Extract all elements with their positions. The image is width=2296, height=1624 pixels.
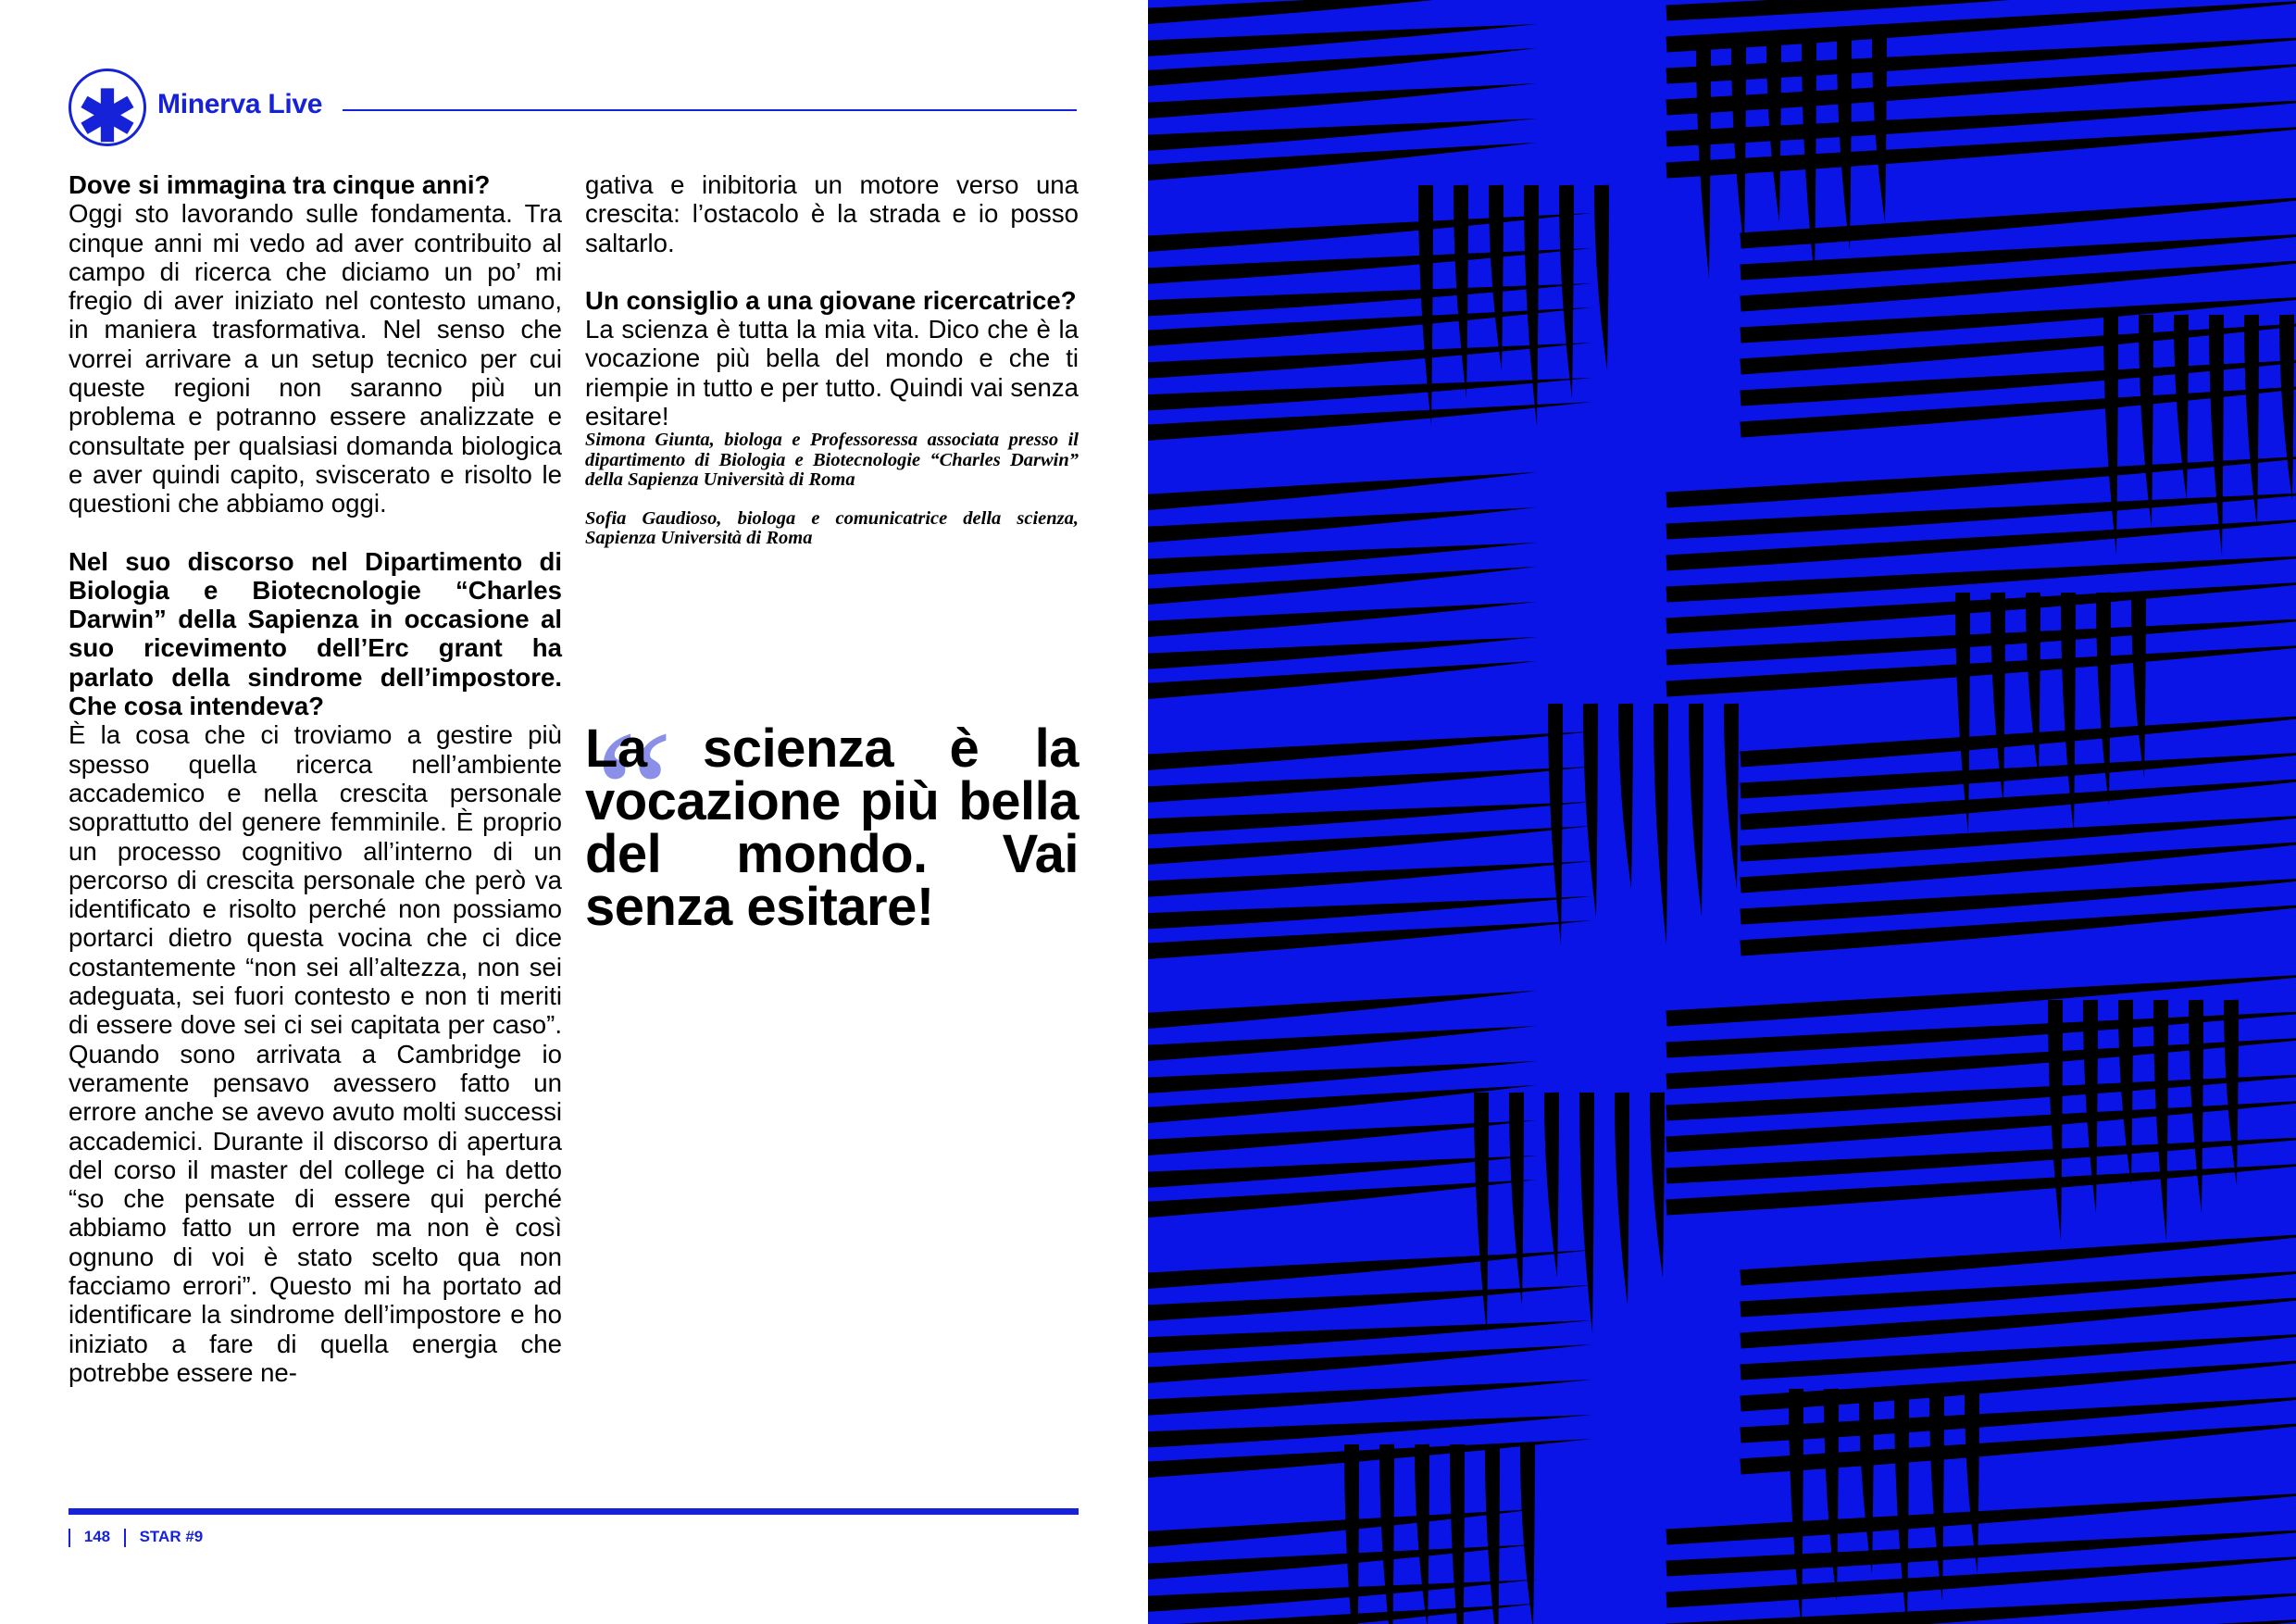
interview-answer: La scienza è tutta la mia vita. Dico che è la vocazione più bella del mondo e che ti riempie in tutto e per tutto. Quindi vai senza esitare! bbox=[585, 315, 1079, 431]
brush-stroke bbox=[1148, 343, 1592, 384]
brush-stroke-pattern-icon bbox=[1148, 0, 2296, 1624]
pull-quote bbox=[578, 695, 1079, 937]
brush-stroke bbox=[1618, 704, 1633, 889]
author-credit: Sofia Gaudioso, biologa e comunicatrice della scienza, Sapienza Università di Roma bbox=[585, 507, 1079, 549]
brush-stroke bbox=[1148, 1026, 1537, 1068]
brush-stroke bbox=[1379, 1444, 1394, 1624]
quote-mark-icon: “ bbox=[578, 695, 676, 890]
brush-stroke bbox=[1148, 119, 1537, 156]
brush-stroke bbox=[1148, 767, 1592, 808]
brush-stroke bbox=[1724, 704, 1739, 889]
brush-stroke bbox=[1548, 704, 1563, 944]
brush-stroke bbox=[1415, 1444, 1429, 1624]
interview-question: Dove si immagina tra cinque anni? bbox=[69, 170, 491, 199]
brush-stroke bbox=[2174, 315, 2189, 500]
pull-quote-text: La scienza è la vocazione più bella del mondo. Vai senza esitare! bbox=[585, 718, 1079, 937]
brush-stroke bbox=[2279, 315, 2294, 500]
brush-stroke bbox=[1148, 1320, 1592, 1358]
brush-stroke bbox=[1148, 802, 1592, 840]
brush-stroke bbox=[1148, 661, 1537, 706]
brush-stroke bbox=[1696, 37, 1711, 278]
brush-stroke bbox=[2224, 1000, 2239, 1185]
brush-stroke bbox=[1148, 1285, 1592, 1327]
brush-stroke bbox=[2139, 315, 2153, 528]
brush-stroke bbox=[1148, 283, 1592, 321]
brush-stroke bbox=[1148, 1380, 1592, 1421]
brush-stroke bbox=[1653, 704, 1668, 944]
artwork-panel bbox=[1148, 0, 2296, 1624]
folio-divider bbox=[124, 1529, 126, 1547]
brush-stroke bbox=[1485, 1444, 1500, 1624]
brush-stroke bbox=[1148, 507, 1537, 549]
brush-stroke bbox=[1929, 1389, 1944, 1602]
brush-stroke bbox=[2209, 315, 2224, 556]
brush-stroke bbox=[1615, 1093, 1629, 1305]
interview-question: Un consiglio a una giovane ricercatrice? bbox=[585, 285, 1077, 315]
brush-stroke bbox=[1148, 83, 1537, 125]
brush-stroke bbox=[1650, 1093, 1665, 1278]
section-title: Minerva Live bbox=[157, 89, 323, 119]
brush-stroke bbox=[1524, 185, 1539, 426]
brush-stroke bbox=[1148, 896, 1592, 934]
brush-stroke bbox=[2103, 315, 2118, 556]
brush-stroke bbox=[1859, 1389, 1874, 1574]
brush-stroke bbox=[1824, 1389, 1839, 1602]
brush-stroke bbox=[1731, 37, 1746, 250]
brush-stroke bbox=[2153, 1000, 2168, 1241]
brush-stroke bbox=[1148, 378, 1592, 416]
brush-stroke bbox=[2026, 593, 2040, 778]
text-column-2 bbox=[585, 170, 1079, 549]
author-credit: Simona Giunta, biologa e Professoressa associata presso il dipartimento di Biologia e Biotecnologie “Charles Darwin” della Sapienza Università di Roma bbox=[585, 430, 1079, 491]
brush-stroke bbox=[1837, 37, 1852, 250]
brush-stroke bbox=[1579, 1093, 1594, 1333]
brush-stroke bbox=[1594, 185, 1609, 370]
brush-stroke bbox=[1148, 0, 1537, 31]
header-rule bbox=[343, 109, 1077, 111]
brush-stroke bbox=[1148, 920, 1592, 966]
asterisk-logo-icon: ✱ bbox=[69, 69, 146, 146]
brush-stroke bbox=[2118, 1000, 2133, 1185]
brush-stroke bbox=[1148, 637, 1537, 675]
brush-stroke bbox=[1583, 704, 1598, 917]
brush-stroke bbox=[1148, 402, 1592, 447]
brush-stroke bbox=[1489, 185, 1504, 370]
footer-rule bbox=[69, 1508, 1079, 1515]
brush-stroke bbox=[1955, 593, 1970, 833]
brush-stroke bbox=[1148, 143, 1537, 188]
brush-stroke bbox=[1559, 185, 1574, 398]
brush-stroke bbox=[1148, 861, 1592, 903]
answer-continuation: gativa e inibitoria un motore verso una crescita: l’ostacolo è la strada e io posso saltarlo. bbox=[585, 170, 1079, 257]
brush-stroke bbox=[2131, 593, 2146, 778]
brush-stroke bbox=[1148, 543, 1537, 581]
brush-stroke bbox=[1520, 1444, 1535, 1624]
interview-answer: Oggi sto lavorando sulle fondamenta. Tra cinque anni mi vedo ad aver contribuito al campo di ricerca che diciamo un po’ mi fregio di aver iniziato nel contesto umano, in maniera trasformativa. Nel senso che vorrei arrivare a un setup tecnico per cui queste regioni non saranno più un problema e potranno essere analizzate e consultate per qualsiasi domanda biologica e aver quindi capito, sviscerato e risolto le questioni che abbiamo oggi. bbox=[69, 199, 562, 518]
folio-divider bbox=[69, 1529, 70, 1547]
brush-stroke bbox=[1148, 24, 1537, 62]
text-column-1 bbox=[69, 170, 562, 1387]
issue-label: STAR #9 bbox=[139, 1528, 204, 1545]
brush-stroke bbox=[1474, 1093, 1489, 1333]
interview-answer: È la cosa che ci troviamo a gestire più spesso quella ricerca nell’ambiente accademico e nella crescita personale soprattutto del genere femminile. È proprio un processo cognitivo all’interno di un percorso di crescita personale che però va identificato e risolto perché non possiamo portarci dietro questa vocina che ci dice costantemente “non sei all’altezza, non sei adeguata, sei fuori contesto e non ti meriti di essere dove sei ci sei capitata per caso”. Quando sono arrivata a Cambridge io veramente pensavo avessero fatto un errore anche se avevo avuto molti successi accademici. Durante il discorso di apertura del corso il master del college ci ha detto “so che pensate di essere qui perché abbiamo fatto un errore ma non è così ognuno di voi è stato scelto qua non facciamo errori”. Questo mi ha portato ad identificare la sindrome dell’impostore e ho iniziato a fare di quella energia che potrebbe essere ne- bbox=[69, 720, 562, 1387]
brush-stroke bbox=[1450, 1444, 1465, 1624]
brush-stroke bbox=[1544, 1093, 1559, 1278]
page-number: 148 bbox=[83, 1528, 111, 1545]
brush-stroke bbox=[2189, 1000, 2203, 1213]
interview-question: Nel suo discorso nel Dipartimento di Biologia e Biotecnologie “Charles Darwin” della Sapienza in occasione al suo ricevimento dell’Erc grant ha parlato della sindrome dell’impostore. Che cosa intendeva? bbox=[69, 546, 562, 721]
brush-stroke bbox=[1509, 1093, 1524, 1305]
brush-stroke bbox=[1148, 602, 1537, 643]
section-header bbox=[69, 69, 1078, 156]
brush-stroke bbox=[1689, 704, 1703, 917]
brush-stroke bbox=[1148, 1580, 1537, 1618]
brush-stroke bbox=[1148, 1544, 1537, 1586]
folio bbox=[69, 1528, 203, 1547]
